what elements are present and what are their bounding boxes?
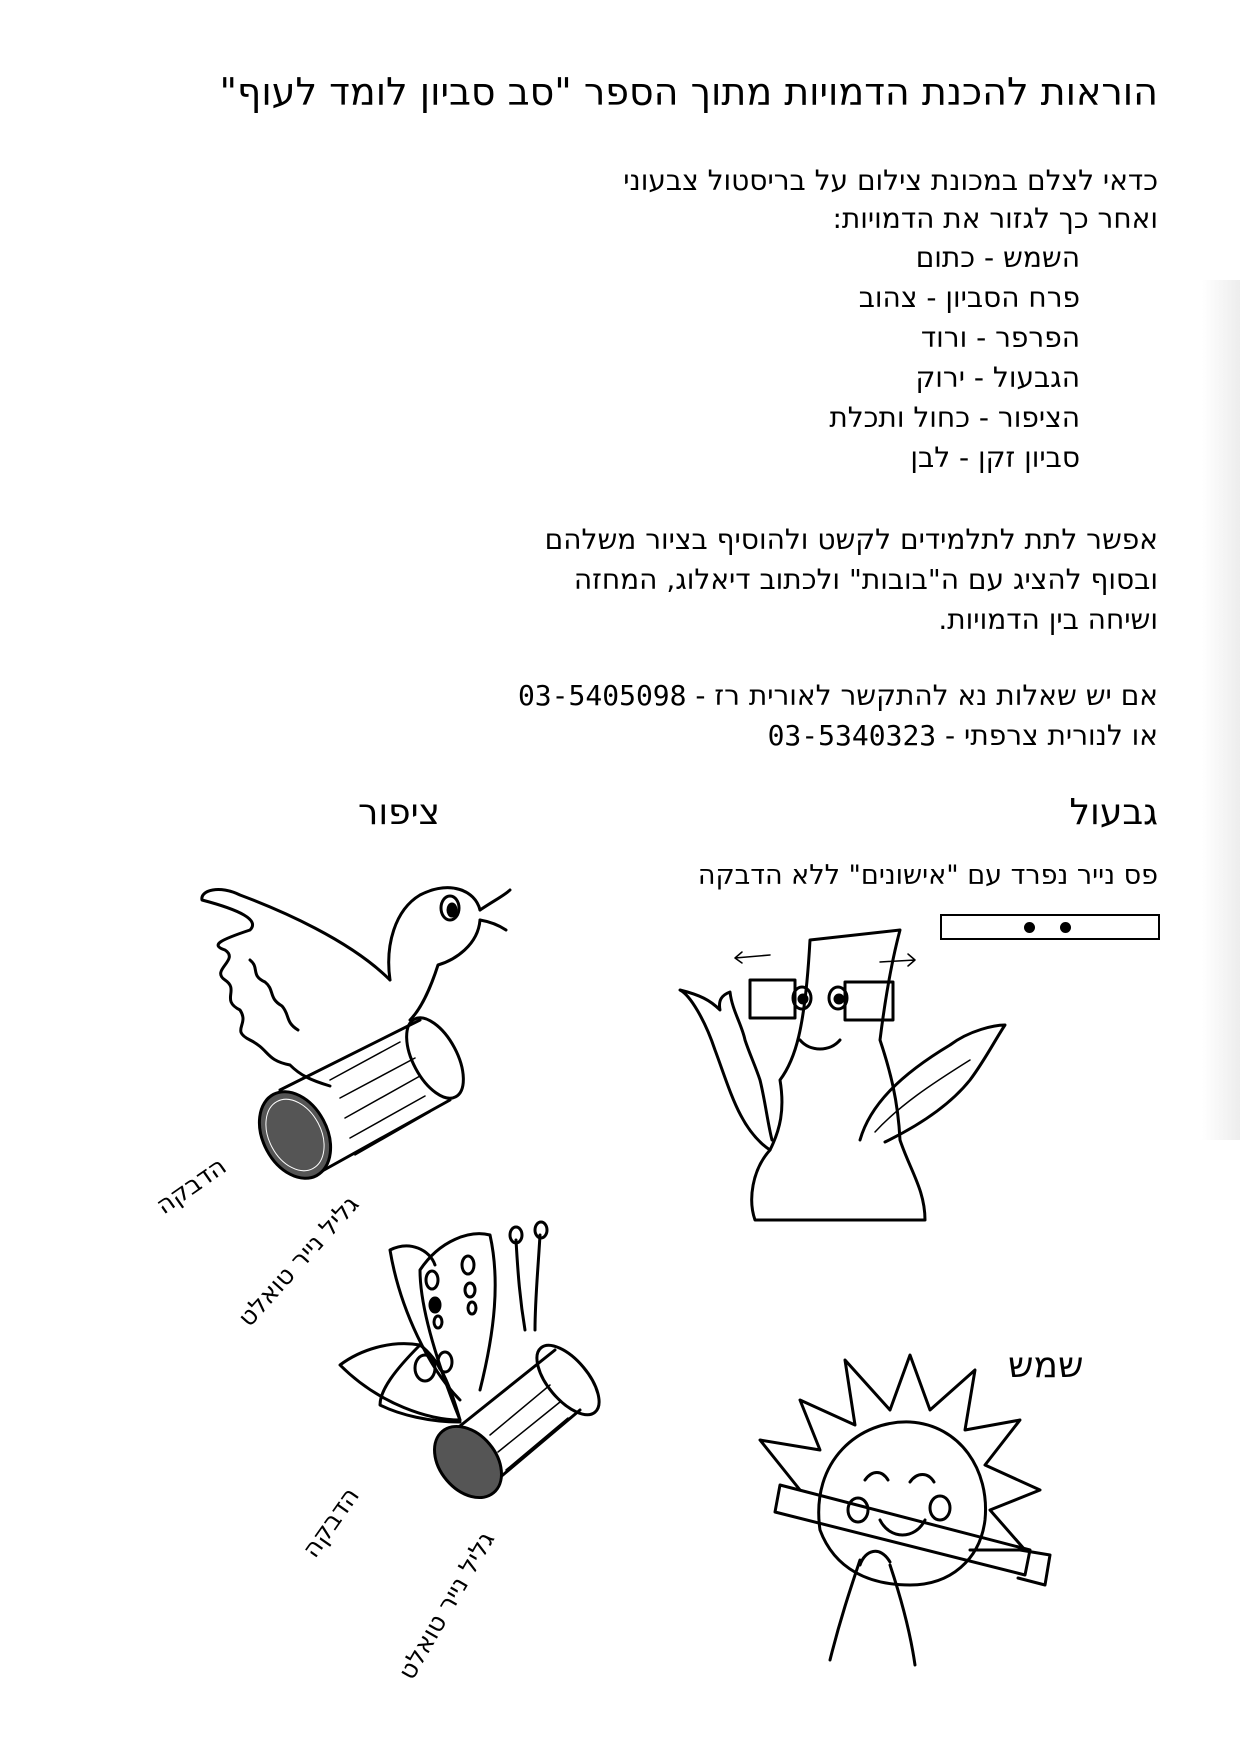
color-item: השמש - כתום — [915, 241, 1080, 274]
color-item: הציפור - כחול ותכלת — [829, 401, 1080, 434]
color-item: הגבעול - ירוק — [915, 361, 1080, 394]
roll-bottom-edge — [315, 1100, 450, 1175]
contact-line-1 — [518, 676, 1158, 716]
stem-smile — [800, 1040, 840, 1049]
bird-wing-inner — [250, 960, 298, 1030]
butterfly-upper-wing — [420, 1234, 495, 1420]
arrow-right — [880, 954, 915, 966]
stem-body — [752, 930, 925, 1220]
butterfly-drawing — [296, 1190, 660, 1685]
hand — [830, 1551, 915, 1665]
activity-paragraph — [545, 520, 1158, 640]
sun-eye-right — [910, 1475, 934, 1483]
intro-line: כדאי לצלם במכונת צילום על בריסטול צבעוני — [623, 164, 1158, 197]
stem-label: גבעול — [1069, 792, 1158, 833]
sun-strip — [775, 1485, 1030, 1575]
bird-neck — [389, 888, 480, 980]
sun-eye-left — [865, 1473, 888, 1481]
sun-label: שמש — [1008, 1345, 1084, 1386]
scan-edge-shadow — [1202, 280, 1240, 1140]
butterfly-antenna — [535, 1235, 540, 1330]
bird-beak-bottom — [480, 920, 506, 930]
roll-end-cap — [526, 1335, 611, 1425]
character-color-list — [829, 238, 1080, 478]
phone-number: 03-5405098 — [517, 679, 687, 712]
stem-left-leaf — [680, 990, 772, 1150]
butterfly-antenna — [516, 1240, 525, 1330]
eye-dot — [1060, 922, 1071, 933]
toilet-roll-label: גליל נייר טואלט — [232, 1189, 365, 1333]
contact-info — [518, 676, 1158, 756]
glue-label: הדבקה — [296, 1481, 365, 1563]
bird-label: ציפור — [358, 792, 441, 833]
stem-note: פס נייר נפרד עם "אישונים" ללא הדבקה — [697, 860, 1158, 891]
contact-line-2 — [518, 716, 1158, 756]
roll-open-end — [245, 1079, 345, 1190]
sun-cheek — [930, 1496, 950, 1520]
sun-face — [819, 1422, 986, 1585]
page-title: הוראות להכנת הדמויות מתוך הספר "סב סביון לומד לעוף" — [219, 70, 1158, 114]
sun-cheek — [848, 1498, 868, 1522]
glue-label: הדבקה — [150, 1151, 232, 1220]
phone-number: 03-5340323 — [767, 719, 937, 752]
bird-beak-top — [480, 890, 510, 910]
roll-top-edge — [280, 1020, 420, 1090]
bird-wing — [202, 890, 390, 1086]
roll-open-end — [421, 1413, 515, 1510]
contact-text: אם יש שאלות נא להתקשר לאורית רז - — [686, 679, 1158, 712]
color-item: סביון זקן - לבן — [910, 441, 1080, 474]
stem-eye-strip-left — [750, 980, 795, 1018]
butterfly-back-wing — [390, 1246, 460, 1400]
intro-text — [623, 162, 1158, 238]
paragraph-line: אפשר לתת לתלמידים לקשט ולהוסיף בציור משלהם — [544, 523, 1158, 556]
sun-handle-roll — [1018, 1550, 1050, 1585]
sun-rays — [760, 1355, 1040, 1550]
intro-line: ואחר כך לגזור את הדמויות: — [832, 202, 1158, 235]
paragraph-line: ובסוף להציג עם ה"בובות" ולכתוב דיאלוג, המחזה — [573, 563, 1158, 596]
roll-end-cap — [395, 1009, 475, 1107]
arrow-left — [735, 952, 770, 963]
bird-drawing — [150, 850, 540, 1333]
contact-text: או לנורית צרפתי - — [936, 719, 1158, 752]
toilet-roll-label: גליל נייר טואלט — [392, 1526, 501, 1685]
butterfly-lower-wing — [340, 1344, 460, 1420]
paragraph-line: ושיחה בין הדמויות. — [938, 603, 1158, 636]
color-item: פרח הסביון - צהוב — [858, 281, 1080, 314]
color-item: הפרפר - ורוד — [920, 321, 1080, 354]
sun-drawing — [740, 1340, 1070, 1670]
bird-throat — [410, 920, 480, 1020]
stem-drawing — [660, 900, 1060, 1230]
